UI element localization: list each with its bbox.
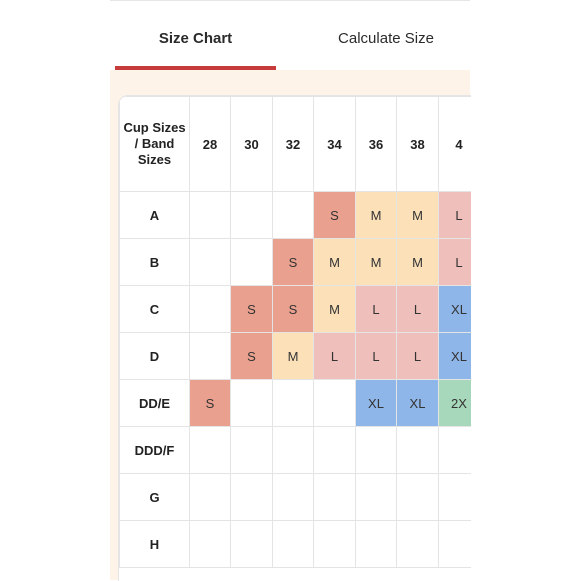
size-cell bbox=[190, 427, 231, 474]
size-cell: L bbox=[356, 286, 397, 333]
band-size-header: 4 bbox=[439, 97, 472, 192]
corner-label: Cup Sizes / Band Sizes bbox=[120, 97, 190, 192]
band-size-header: 28 bbox=[190, 97, 231, 192]
band-size-header: 38 bbox=[397, 97, 439, 192]
size-cell: S bbox=[273, 286, 314, 333]
size-cell bbox=[356, 521, 397, 568]
size-table bbox=[119, 96, 471, 568]
band-size-header: 34 bbox=[314, 97, 356, 192]
size-cell: L bbox=[439, 192, 472, 239]
size-cell: XL bbox=[439, 286, 472, 333]
size-cell bbox=[314, 380, 356, 427]
cup-size-label: DD/E bbox=[120, 380, 190, 427]
size-cell bbox=[397, 521, 439, 568]
table-row bbox=[120, 380, 472, 427]
size-cell: M bbox=[273, 333, 314, 380]
cup-size-label: H bbox=[120, 521, 190, 568]
size-cell bbox=[356, 427, 397, 474]
size-cell bbox=[190, 521, 231, 568]
table-row bbox=[120, 427, 472, 474]
size-cell bbox=[190, 239, 231, 286]
band-size-header: 32 bbox=[273, 97, 314, 192]
size-cell: 2X bbox=[439, 380, 472, 427]
size-cell: S bbox=[190, 380, 231, 427]
size-cell: L bbox=[356, 333, 397, 380]
size-cell: XL bbox=[397, 380, 439, 427]
table-header-row bbox=[120, 97, 472, 192]
cup-size-label: G bbox=[120, 474, 190, 521]
cup-size-label: C bbox=[120, 286, 190, 333]
size-cell: S bbox=[231, 333, 273, 380]
size-cell bbox=[273, 380, 314, 427]
size-cell: M bbox=[397, 239, 439, 286]
size-cell bbox=[273, 521, 314, 568]
size-cell bbox=[231, 380, 273, 427]
cup-size-label: DDD/F bbox=[120, 427, 190, 474]
cup-size-label: D bbox=[120, 333, 190, 380]
size-cell bbox=[190, 286, 231, 333]
size-cell bbox=[273, 474, 314, 521]
size-cell: M bbox=[314, 286, 356, 333]
size-cell bbox=[397, 474, 439, 521]
band-size-header: 30 bbox=[231, 97, 273, 192]
table-row bbox=[120, 286, 472, 333]
size-cell bbox=[190, 333, 231, 380]
table-row bbox=[120, 192, 472, 239]
size-cell: S bbox=[231, 286, 273, 333]
size-cell bbox=[314, 474, 356, 521]
table-row bbox=[120, 333, 472, 380]
size-cell bbox=[190, 192, 231, 239]
size-cell bbox=[314, 521, 356, 568]
size-cell bbox=[231, 192, 273, 239]
size-cell bbox=[273, 427, 314, 474]
cup-size-label: A bbox=[120, 192, 190, 239]
size-cell: S bbox=[314, 192, 356, 239]
size-cell: S bbox=[273, 239, 314, 286]
size-cell: L bbox=[439, 239, 472, 286]
size-cell: M bbox=[397, 192, 439, 239]
size-cell bbox=[314, 427, 356, 474]
size-table-scroll-area[interactable] bbox=[118, 95, 471, 581]
band-size-header: 36 bbox=[356, 97, 397, 192]
table-row bbox=[120, 521, 472, 568]
table-row bbox=[120, 474, 472, 521]
tab-size-chart[interactable]: Size Chart bbox=[158, 30, 233, 47]
tab-bar bbox=[115, 0, 470, 70]
size-cell bbox=[231, 427, 273, 474]
size-cell: M bbox=[314, 239, 356, 286]
table-row bbox=[120, 239, 472, 286]
tab-calculate-size[interactable]: Calculate Size bbox=[338, 30, 434, 47]
size-cell: L bbox=[314, 333, 356, 380]
size-cell: L bbox=[397, 286, 439, 333]
size-cell: L bbox=[397, 333, 439, 380]
size-cell bbox=[439, 521, 472, 568]
cup-size-label: B bbox=[120, 239, 190, 286]
size-chart-panel bbox=[110, 70, 470, 580]
size-cell bbox=[397, 427, 439, 474]
size-cell: XL bbox=[356, 380, 397, 427]
size-cell bbox=[356, 474, 397, 521]
size-cell bbox=[231, 521, 273, 568]
size-cell: M bbox=[356, 192, 397, 239]
size-cell: M bbox=[356, 239, 397, 286]
size-cell bbox=[231, 474, 273, 521]
size-cell: XL bbox=[439, 333, 472, 380]
size-cell bbox=[439, 427, 472, 474]
size-cell bbox=[190, 474, 231, 521]
size-cell bbox=[273, 192, 314, 239]
size-cell bbox=[231, 239, 273, 286]
size-cell bbox=[439, 474, 472, 521]
